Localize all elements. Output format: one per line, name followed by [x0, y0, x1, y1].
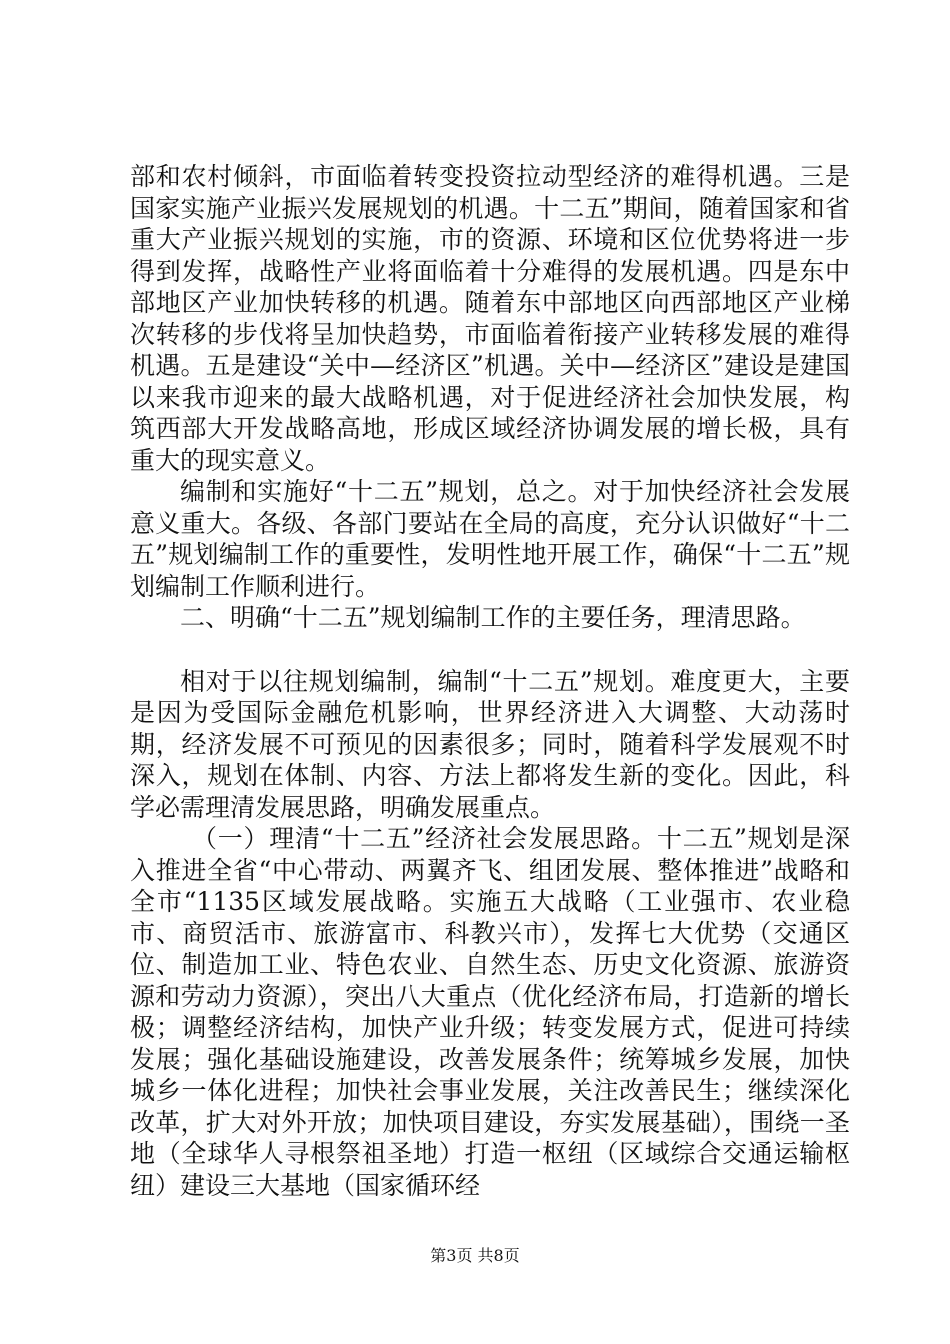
page-footer: 第3页 共8页 — [430, 1246, 520, 1265]
section-heading-main-tasks: 二、明确“十二五”规划编制工作的主要任务，理清思路。 — [180, 603, 806, 632]
paragraph-opportunities: 部和农村倾斜，市面临着转变投资拉动型经济的难得机遇。三是国家实施产业振兴发展规划的机遇。十二五”期间，随着国家和省重大产业振兴规划的实施，市的资源、环境和区位优势将进一步得到发挥，战略性产业将面临着十分难得的发展机遇。四是东中部地区产业加快转移的机遇。随着东中部地区向西部地区产业梯次转移的步伐将呈加快趋势，市面临着衔接产业转移发展的难得机遇。五是建设“关中—经济区”机遇。关中—经济区”建设是建国以来我市迎来的最大战略机遇，对于促进经济社会加快发展，构筑西部大开发战略高地，形成区域经济协调发展的增长极，具有重大的现实意义。 — [130, 162, 850, 475]
document-body — [130, 161, 850, 1201]
paragraph-development-ideas: （一）理清“十二五”经济社会发展思路。十二五”规划是深入推进全省“中心带动、两翼齐飞、组团发展、整体推进”战略和全市“1135区域发展战略。实施五大战略（工业强市、农业稳市、商贸活市、旅游富市、科教兴市），发挥七大优势（交通区位、制造加工业、特色农业、自然生态、历史文化资源、旅游资源和劳动力资源），突出八大重点（优化经济布局，打造新的增长极；调整经济结构，加快产业升级；转变发展方式，促进可持续发展；强化基础设施建设，改善发展条件；统筹城乡发展，加快城乡一体化进程；加快社会事业发展，关注改善民生；继续深化改革，扩大对外开放；加快项目建设，夯实发展基础），围绕一圣地（全球华人寻根祭祖圣地）打造一枢纽（区域综合交通运输枢纽）建设三大基地（国家循环经 — [130, 824, 850, 1200]
paragraph-plan-importance: 编制和实施好“十二五”规划，总之。对于加快经济社会发展意义重大。各级、各部门要站在全局的高度，充分认识做好“十二五”规划编制工作的重要性，发明性地开展工作，确保“十二五”规划编制工作顺利进行。 — [130, 477, 850, 601]
paragraph-difficulty: 相对于以往规划编制，编制“十二五”规划。难度更大，主要是因为受国际金融危机影响，世界经济进入大调整、大动荡时期，经济发展不可预见的因素很多；同时，随着科学发展观不时深入，规划在体制、内容、方法上都将发生新的变化。因此，科学必需理清发展思路，明确发展重点。 — [130, 666, 850, 822]
